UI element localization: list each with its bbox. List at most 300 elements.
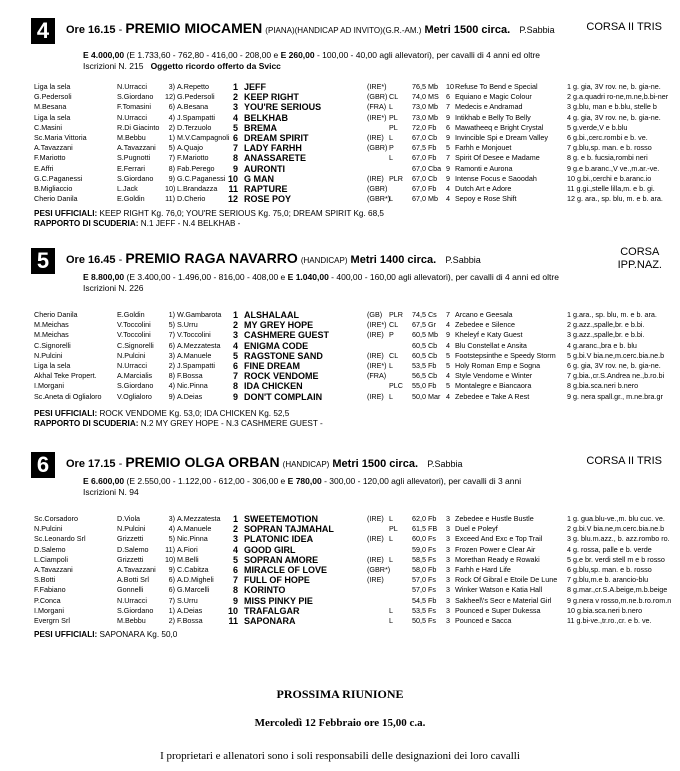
equipment: L bbox=[389, 194, 393, 204]
race-prize bbox=[83, 476, 521, 486]
trainer-name: D.Viola bbox=[117, 514, 141, 523]
horse-name: TRAFALGAR bbox=[244, 605, 300, 616]
weight-coat: 58,0 Fb bbox=[412, 564, 437, 574]
owner-name: N.Pulcini bbox=[34, 350, 63, 360]
racing-colors: 6 g.bi.,cerc.rombi e b. ve. bbox=[567, 132, 648, 142]
owner-name: Sc.Maria Vittoria bbox=[34, 132, 87, 142]
horse-origin: (GBR) bbox=[367, 143, 388, 153]
starts-count: 4 bbox=[446, 371, 450, 381]
official-weights: PESI UFFICIALI: KEEP RIGHT Kg. 76,0; YOU'RE SERIOUS Kg. 75,0; DREAM SPIRIT Kg. 68,5 bbox=[34, 209, 384, 218]
race-entries bbox=[83, 283, 143, 293]
prize-tail: - 100,00 - 40,00 agli allevatori), per cavalli di 4 anni ed oltre bbox=[316, 50, 541, 60]
trainer-name: S.Pugnotti bbox=[117, 153, 151, 163]
equipment: L bbox=[389, 360, 393, 370]
runner-row bbox=[0, 164, 680, 174]
saddle-number: 7 bbox=[232, 575, 238, 586]
weight-coat: 67,0 Cb bbox=[412, 173, 438, 183]
saddle-number: 10 bbox=[228, 173, 239, 184]
weight-coat: 72,0 Fb bbox=[412, 122, 437, 132]
pedigree: Holy Roman Emp e Sogna bbox=[455, 360, 541, 370]
owner-name: A.Tavazzani bbox=[34, 143, 73, 153]
race-track: P.Sabbia bbox=[519, 25, 555, 35]
saddle-number: 8 bbox=[232, 585, 238, 596]
runner-row bbox=[0, 113, 680, 123]
pedigree: Arcano e Geesala bbox=[455, 310, 513, 319]
horse-origin: (IRE) bbox=[367, 554, 384, 564]
trainer-name: N.Urracci bbox=[117, 360, 147, 370]
prize-main: E 4.000,00 bbox=[83, 50, 125, 60]
weight-coat: 53,5 Fs bbox=[412, 605, 436, 615]
starts-count: 5 bbox=[446, 143, 450, 153]
trainer-name: A.Botti Srl bbox=[117, 575, 149, 585]
jockey-name: A.Manuele bbox=[177, 350, 212, 360]
equipment: PLR bbox=[389, 310, 403, 319]
jockey-number: 1) bbox=[168, 132, 175, 142]
pedigree: Zebedee e Hustle Bustle bbox=[455, 514, 534, 523]
stable-report: RAPPORTO DI SCUDERIA: N.2 MY GREY HOPE - N.3 CASHMERE GUEST - bbox=[34, 419, 323, 428]
horse-name: FULL OF HOPE bbox=[244, 575, 310, 586]
horse-origin: (IRE) bbox=[367, 514, 384, 523]
runner-row bbox=[0, 555, 680, 565]
equipment: L bbox=[389, 132, 393, 142]
racing-colors: 4 g. rossa, palle e b. verde bbox=[567, 544, 652, 554]
weight-coat: 54,5 Fb bbox=[412, 595, 437, 605]
racing-colors: 7 g.blu,m.e b. arancio-blu bbox=[567, 575, 649, 585]
saddle-number: 5 bbox=[232, 350, 238, 361]
equipment: L bbox=[389, 605, 393, 615]
equipment: L bbox=[389, 554, 393, 564]
weight-coat: 67,0 Cba bbox=[412, 163, 442, 173]
racing-colors: 3 g.blu, man e b.blu, stelle b bbox=[567, 102, 657, 112]
horse-origin: (FRA) bbox=[367, 102, 387, 112]
race-time: Ore 17.15 bbox=[66, 458, 116, 470]
horse-origin: (IRE*) bbox=[367, 112, 387, 122]
racing-colors: 1 g. gia, 3V rov. ne, b. gia-ne. bbox=[567, 82, 661, 91]
saddle-number: 11 bbox=[228, 183, 238, 194]
saddle-number: 3 bbox=[232, 102, 238, 113]
runner-row bbox=[0, 184, 680, 194]
racing-colors: 9 g.e b.aranc.,V ve.,m.ar.-ve. bbox=[567, 163, 660, 173]
race-time: Ore 16.15 bbox=[66, 24, 116, 36]
saddle-number: 9 bbox=[232, 391, 238, 402]
jockey-number: 9) bbox=[168, 391, 175, 401]
racing-colors: 12 g. ara., sp. blu, m. e b. ara. bbox=[567, 194, 663, 204]
starts-count: 4 bbox=[446, 194, 450, 204]
horse-name: JEFF bbox=[244, 82, 267, 92]
race-bet-type bbox=[618, 246, 662, 272]
horse-name: DREAM SPIRIT bbox=[244, 132, 309, 143]
starts-count: 3 bbox=[446, 575, 450, 585]
weight-coat: 53,5 Fb bbox=[412, 360, 437, 370]
race-header: Ore 16.15 - PREMIO MIOCAMEN (PIANA)(HANDICAP AD INVITO)(G.R.-AM.) Metri 1500 circa. P.Sabbia bbox=[66, 20, 555, 36]
trainer-name: N.Urracci bbox=[117, 112, 147, 122]
weight-coat: 60,5 Mb bbox=[412, 330, 438, 340]
saddle-number: 6 bbox=[232, 360, 238, 371]
equipment: P bbox=[389, 143, 394, 153]
horse-name: AURONTI bbox=[244, 163, 285, 174]
horse-name: MY GREY HOPE bbox=[244, 320, 314, 331]
jockey-number: 7) bbox=[168, 330, 175, 340]
entries-extra: Oggetto ricordo offerto da Svicc bbox=[150, 61, 281, 71]
weight-coat: 59,0 Fs bbox=[412, 544, 436, 554]
saddle-number: 8 bbox=[232, 153, 238, 164]
starts-count: 4 bbox=[446, 320, 450, 330]
starts-count: 7 bbox=[446, 102, 450, 112]
racing-colors: 5 g.verde,V e b.blu bbox=[567, 122, 628, 132]
runner-row bbox=[0, 545, 680, 555]
weight-coat: 73,0 Mb bbox=[412, 112, 438, 122]
owner-name: S.Botti bbox=[34, 575, 56, 585]
starts-count: 3 bbox=[446, 564, 450, 574]
racing-colors: 8 g. e b. fucsia,rombi neri bbox=[567, 153, 648, 163]
jockey-number: 11) bbox=[165, 194, 175, 204]
prize-breeders: E 780,00 bbox=[287, 476, 322, 486]
equipment: PL bbox=[389, 122, 398, 132]
owner-name: F.Mariotto bbox=[34, 153, 66, 163]
owner-name: I.Morgani bbox=[34, 381, 64, 391]
weight-coat: 50,0 Mar bbox=[412, 391, 441, 401]
runner-row bbox=[0, 534, 680, 544]
horse-name: BREMA bbox=[244, 122, 277, 133]
jockey-number: 9) bbox=[168, 564, 175, 574]
pedigree: Zebedee e Silence bbox=[455, 320, 515, 330]
owner-name: M.Besana bbox=[34, 102, 67, 112]
racing-colors: 3 g. blu.m.azz., b. azz.rombo ro. bbox=[567, 534, 670, 544]
pedigree: Pounced e Sacca bbox=[455, 615, 512, 625]
starts-count: 10 bbox=[446, 82, 454, 91]
racing-colors: 11 g.gi.,stelle lilla,m. e b. gi. bbox=[567, 183, 655, 193]
trainer-name: E.Goldin bbox=[117, 310, 145, 319]
jockey-number: 5) bbox=[168, 320, 175, 330]
trainer-name: A.Tavazzani bbox=[117, 143, 156, 153]
jockey-number: 7) bbox=[168, 595, 175, 605]
owner-name: Sc.Leonardo Srl bbox=[34, 534, 86, 544]
runner-row bbox=[0, 82, 680, 92]
owner-name: Sc.Corsadoro bbox=[34, 514, 78, 523]
equipment: L bbox=[389, 391, 393, 401]
horse-name: FINE DREAM bbox=[244, 360, 300, 371]
jockey-name: M.Belli bbox=[177, 554, 199, 564]
race-bet-type-line2: IPP.NAZ. bbox=[617, 259, 662, 271]
trainer-name: N.Urracci bbox=[117, 595, 147, 605]
racing-colors: 10 g.bi.,cerchi e b.aranc.io bbox=[567, 173, 652, 183]
horse-name: SAPONARA bbox=[244, 615, 296, 626]
jockey-name: J.Spampatti bbox=[177, 360, 215, 370]
saddle-number: 9 bbox=[232, 163, 238, 174]
equipment: PLR bbox=[389, 173, 403, 183]
jockey-name: M.V.Campagnoli bbox=[177, 132, 230, 142]
race-bet-type-line1: CORSA bbox=[620, 246, 660, 258]
runners-table bbox=[0, 82, 680, 204]
starts-count: 3 bbox=[446, 605, 450, 615]
prize-tail: - 400,00 - 160,00 agli allevatori), per cavalli di 4 anni ed oltre bbox=[331, 272, 559, 282]
starts-count: 3 bbox=[446, 615, 450, 625]
racing-colors: 6 g. gia, 3V rov. ne, b. gia-ne. bbox=[567, 360, 661, 370]
saddle-number: 5 bbox=[232, 554, 238, 565]
runner-row bbox=[0, 92, 680, 102]
owner-name: M.Meichas bbox=[34, 320, 69, 330]
trainer-name: M.Bebbu bbox=[117, 132, 146, 142]
horse-name: MIRACLE OF LOVE bbox=[244, 564, 327, 575]
horse-name: CASHMERE GUEST bbox=[244, 330, 330, 341]
saddle-number: 3 bbox=[232, 330, 238, 341]
runner-row bbox=[0, 575, 680, 585]
weight-coat: 60,5 Cb bbox=[412, 340, 438, 350]
horse-origin: (GB) bbox=[367, 310, 383, 319]
horse-origin: (FRA) bbox=[367, 371, 387, 381]
equipment: PLC bbox=[389, 381, 403, 391]
pedigree: Footstepsinthe e Speedy Storm bbox=[455, 350, 556, 360]
horse-origin: (IRE) bbox=[367, 534, 384, 544]
equipment: PL bbox=[389, 524, 398, 534]
runner-row bbox=[0, 133, 680, 143]
weight-coat: 62,0 Fb bbox=[412, 514, 437, 523]
starts-count: 3 bbox=[446, 554, 450, 564]
equipment: L bbox=[389, 534, 393, 544]
horse-origin: (IRE*) bbox=[367, 320, 387, 330]
official-weights: PESI UFFICIALI: SAPONARA Kg. 50,0 bbox=[34, 630, 178, 639]
horse-origin: (GBR*) bbox=[367, 564, 391, 574]
runner-row bbox=[0, 524, 680, 534]
starts-count: 3 bbox=[446, 524, 450, 534]
jockey-number: 5) bbox=[168, 143, 175, 153]
race-name: PREMIO RAGA NAVARRO bbox=[125, 250, 298, 266]
saddle-number: 8 bbox=[232, 381, 238, 392]
prize-detail: (E 2.550,00 - 1.122,00 - 612,00 - 306,00 e bbox=[126, 476, 286, 486]
weight-coat: 57,0 Fs bbox=[412, 575, 436, 585]
racing-colors: 3 g.azz.,spalle,br. e b.bi. bbox=[567, 330, 645, 340]
saddle-number: 1 bbox=[232, 82, 238, 92]
runner-row bbox=[0, 102, 680, 112]
race-track: P.Sabbia bbox=[427, 459, 463, 469]
saddle-number: 4 bbox=[232, 544, 238, 555]
starts-count: 9 bbox=[446, 163, 450, 173]
trainer-name: S.Giordano bbox=[117, 381, 154, 391]
jockey-number: 6) bbox=[168, 575, 175, 585]
equipment: P bbox=[389, 330, 394, 340]
race-name: PREMIO MIOCAMEN bbox=[125, 20, 263, 36]
jockey-name: F.Mariotto bbox=[177, 153, 209, 163]
pedigree: Sakheel\'s Secr e Material Girl bbox=[455, 595, 552, 605]
starts-count: 5 bbox=[446, 381, 450, 391]
race-distance: Metri 1400 circa. bbox=[350, 254, 437, 266]
trainer-name: M.Bebbu bbox=[117, 615, 146, 625]
owner-name: Cherio Danila bbox=[34, 310, 78, 319]
pedigree: Intense Focus e Saoodah bbox=[455, 173, 537, 183]
saddle-number: 2 bbox=[232, 320, 238, 331]
race-distance: Metri 1500 circa. bbox=[424, 24, 511, 36]
runner-row bbox=[0, 565, 680, 575]
jockey-name: A.D.Migheli bbox=[177, 575, 214, 585]
runner-row bbox=[0, 341, 680, 351]
saddle-number: 10 bbox=[228, 605, 239, 616]
racing-colors: 8 g.bia.sca.neri b.nero bbox=[567, 381, 639, 391]
horse-name: YOU'RE SERIOUS bbox=[244, 102, 322, 113]
next-meeting-title: PROSSIMA RIUNIONE bbox=[276, 687, 404, 701]
horse-name: G MAN bbox=[244, 173, 274, 184]
pedigree: Spirit Of Desee e Madame bbox=[455, 153, 540, 163]
runner-row bbox=[0, 351, 680, 361]
equipment: CL bbox=[389, 350, 399, 360]
jockey-name: Nic.Pinna bbox=[177, 381, 208, 391]
horse-name: SOPRAN AMORE bbox=[244, 554, 319, 565]
weight-coat: 67,0 Fb bbox=[412, 153, 437, 163]
horse-name: RAPTURE bbox=[244, 183, 288, 194]
jockey-number: 2) bbox=[168, 122, 175, 132]
trainer-name: S.Giordano bbox=[117, 173, 154, 183]
prize-breeders: E 260,00 bbox=[280, 50, 315, 60]
starts-count: 6 bbox=[446, 92, 450, 102]
starts-count: 5 bbox=[446, 360, 450, 370]
owner-name: I.Morgani bbox=[34, 605, 64, 615]
horse-origin: (IRE) bbox=[367, 350, 384, 360]
starts-count: 3 bbox=[446, 585, 450, 595]
horse-origin: (IRE) bbox=[367, 132, 384, 142]
jockey-number: 2) bbox=[168, 615, 175, 625]
runner-row bbox=[0, 606, 680, 616]
runners-table bbox=[0, 310, 680, 402]
jockey-number: 1) bbox=[168, 310, 175, 319]
jockey-number: 3) bbox=[168, 514, 175, 523]
horse-name: IDA CHICKEN bbox=[244, 381, 303, 392]
pedigree: Intikhab e Belly To Belly bbox=[455, 112, 531, 122]
horse-origin: (GBR*) bbox=[367, 194, 391, 204]
weight-coat: 60,5 Cb bbox=[412, 350, 438, 360]
pedigree: Ramonti e Aurona bbox=[455, 163, 513, 173]
jockey-name: G.Marcelli bbox=[177, 585, 210, 595]
trainer-name: Gonnelli bbox=[117, 585, 144, 595]
jockey-name: D.Terzuolo bbox=[177, 122, 212, 132]
owner-name: G.Pedersoli bbox=[34, 92, 72, 102]
owner-name: Akhal Teke Propert. bbox=[34, 371, 97, 381]
weight-coat: 67,0 Fb bbox=[412, 183, 437, 193]
starts-count: 7 bbox=[446, 153, 450, 163]
owner-name: B.Migliaccio bbox=[34, 183, 73, 193]
saddle-number: 12 bbox=[228, 194, 239, 205]
saddle-number: 4 bbox=[232, 340, 238, 351]
saddle-number: 2 bbox=[232, 92, 238, 103]
horse-origin: (IRE) bbox=[367, 575, 384, 585]
weight-coat: 58,5 Fs bbox=[412, 554, 436, 564]
owner-name: Sc.Aneta di Oglialoro bbox=[34, 391, 102, 401]
runner-row bbox=[0, 153, 680, 163]
pedigree: Blu Constellat e Ansita bbox=[455, 340, 527, 350]
trainer-name: V.Toccolini bbox=[117, 320, 151, 330]
weight-coat: 76,5 Mb bbox=[412, 82, 438, 91]
racing-colors: 9 g. nera spall.gr., m.ne.bra.gr bbox=[567, 391, 663, 401]
responsibility-disclaimer: I proprietari e allenatori sono i soli responsabili delle designazioni dei loro cavalli bbox=[160, 750, 520, 762]
saddle-number: 2 bbox=[232, 524, 238, 535]
jockey-name: L.Brandazza bbox=[177, 183, 218, 193]
horse-name: LADY FARHH bbox=[244, 143, 302, 154]
pedigree: Dutch Art e Adore bbox=[455, 183, 512, 193]
horse-name: RAGSTONE SAND bbox=[244, 350, 323, 361]
jockey-number: 9) bbox=[168, 173, 175, 183]
trainer-name: Grizzetti bbox=[117, 554, 144, 564]
jockey-number: 4) bbox=[168, 524, 175, 534]
horse-origin: (GBR) bbox=[367, 183, 388, 193]
racing-colors: 8 g.mar.,cr.S.A.beige,m.b.beige bbox=[567, 585, 668, 595]
jockey-name: A.Quajo bbox=[177, 143, 203, 153]
runner-row bbox=[0, 310, 680, 320]
race-distance: Metri 1500 circa. bbox=[332, 458, 419, 470]
pedigree: Exceed And Exc e Top Trail bbox=[455, 534, 543, 544]
pedigree: Farhh e Hard Life bbox=[455, 564, 511, 574]
saddle-number: 11 bbox=[228, 615, 238, 626]
horse-origin: (IRE*) bbox=[367, 360, 387, 370]
starts-count: 5 bbox=[446, 350, 450, 360]
horse-origin: (GBR) bbox=[367, 92, 388, 102]
trainer-name: N.Pulcini bbox=[117, 350, 146, 360]
horse-name: ROSE POY bbox=[244, 194, 292, 205]
race-entries bbox=[83, 487, 139, 497]
saddle-number: 9 bbox=[232, 595, 238, 606]
jockey-name: A.Mezzatesta bbox=[177, 514, 221, 523]
owner-name: F.Fabiano bbox=[34, 585, 66, 595]
equipment: CL bbox=[389, 92, 399, 102]
jockey-name: S.Urru bbox=[177, 320, 198, 330]
pedigree: Equiano e Magic Colour bbox=[455, 92, 532, 102]
jockey-number: 11) bbox=[165, 544, 175, 554]
trainer-name: V.Toccolini bbox=[117, 330, 151, 340]
owner-name: Cherio Danila bbox=[34, 194, 78, 204]
prize-main: E 6.600,00 bbox=[83, 476, 125, 486]
equipment: CL bbox=[389, 320, 399, 330]
horse-name: DON'T COMPLAIN bbox=[244, 391, 323, 402]
jockey-number: 3) bbox=[168, 350, 175, 360]
horse-origin: (IRE) bbox=[367, 173, 384, 183]
pedigree: Sepoy e Rose Shift bbox=[455, 194, 517, 204]
pedigree: Frozen Power e Clear Air bbox=[455, 544, 536, 554]
prize-detail: (E 1.733,60 - 762,80 - 416,00 - 208,00 e bbox=[126, 50, 279, 60]
pedigree: Medecis e Andramad bbox=[455, 102, 523, 112]
jockey-number: 4) bbox=[168, 112, 175, 122]
trainer-name: S.Giordano bbox=[117, 605, 154, 615]
race-bet-type-line1: CORSA II TRIS bbox=[586, 21, 662, 33]
owner-name: D.Salemo bbox=[34, 544, 66, 554]
race-prize bbox=[83, 272, 559, 282]
runner-row bbox=[0, 381, 680, 391]
race-number-badge: 6 bbox=[31, 452, 55, 478]
starts-count: 9 bbox=[446, 112, 450, 122]
starts-count: 9 bbox=[446, 173, 450, 183]
saddle-number: 4 bbox=[232, 112, 238, 123]
horse-name: KORINTO bbox=[244, 585, 286, 596]
jockey-name: V.Toccolini bbox=[177, 330, 211, 340]
saddle-number: 1 bbox=[232, 514, 238, 524]
jockey-name: A.Deias bbox=[177, 391, 203, 401]
runner-row bbox=[0, 320, 680, 330]
pedigree: Kheleyf e Katy Guest bbox=[455, 330, 523, 340]
race-name: PREMIO OLGA ORBAN bbox=[125, 454, 280, 470]
race-conditions: (HANDICAP) bbox=[282, 460, 330, 469]
runner-row bbox=[0, 596, 680, 606]
horse-origin: (IRE) bbox=[367, 391, 384, 401]
owner-name: M.Meichas bbox=[34, 330, 69, 340]
runner-row bbox=[0, 143, 680, 153]
runner-row bbox=[0, 371, 680, 381]
prize-main: E 8.800,00 bbox=[83, 272, 125, 282]
jockey-name: F.Bossa bbox=[177, 371, 203, 381]
jockey-name: S.Urru bbox=[177, 595, 198, 605]
saddle-number: 7 bbox=[232, 371, 238, 382]
jockey-number: 10) bbox=[165, 183, 176, 193]
racing-colors: 9 g.nera v rosso,m.ne.b.ro.rom.n bbox=[567, 595, 672, 605]
owner-name: N.Pulcini bbox=[34, 524, 63, 534]
owner-name: A.Tavazzani bbox=[34, 564, 73, 574]
owner-name: Liga la sela bbox=[34, 112, 71, 122]
prize-breeders: E 1.040,00 bbox=[287, 272, 329, 282]
